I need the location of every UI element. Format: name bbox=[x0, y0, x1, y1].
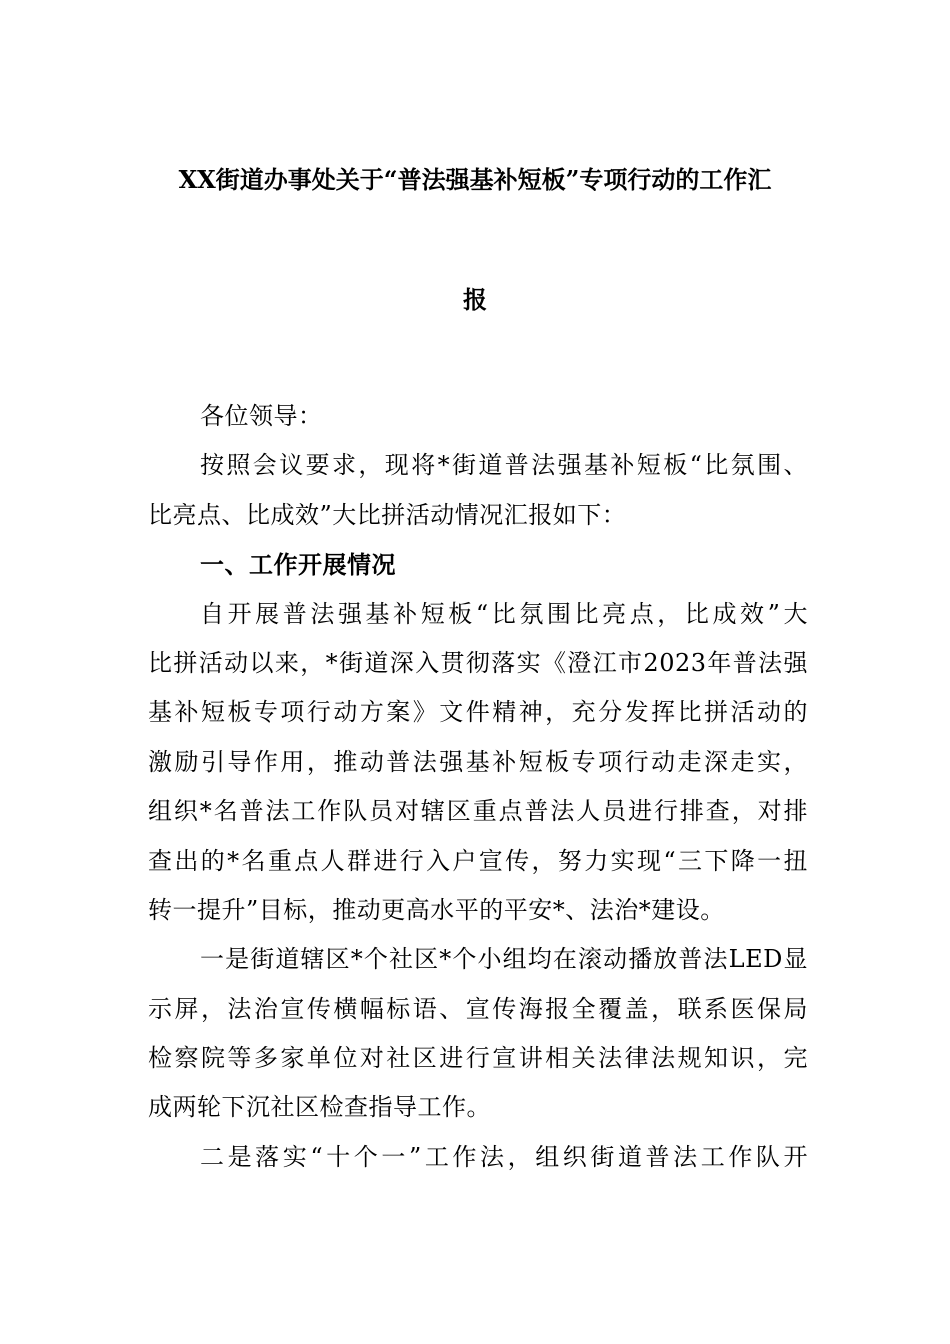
para1-line-3: 基补短板专项行动方案》文件精神，充分发挥比拼活动的 bbox=[148, 698, 808, 727]
salutation: 各位领导： bbox=[200, 402, 323, 430]
para1-line-5: 组织*名普法工作队员对辖区重点普法人员进行排查，对排 bbox=[148, 797, 808, 826]
para3-line-1: 二是落实“十个一”工作法，组织街道普法工作队开 bbox=[200, 1142, 808, 1171]
para1-line-4: 激励引导作用，推动普法强基补短板专项行动走深走实， bbox=[148, 747, 808, 776]
intro-line-2: 比亮点、比成效”大比拼活动情况汇报如下： bbox=[148, 500, 627, 529]
section-heading-1: 一、工作开展情况 bbox=[200, 550, 396, 580]
para1-line-7: 转一提升”目标，推动更高水平的平安*、法治*建设。 bbox=[148, 895, 725, 924]
intro-line-1: 按照会议要求，现将*街道普法强基补短板“比氛围、 bbox=[200, 451, 808, 480]
document-title-line2: 报 bbox=[463, 285, 487, 314]
para2-line-3: 检察院等多家单位对社区进行宣讲相关法律法规知识，完 bbox=[148, 1044, 808, 1073]
para2-line-1: 一是街道辖区*个社区*个小组均在滚动播放普法LED显 bbox=[200, 945, 808, 974]
para2-line-4: 成两轮下沉社区检查指导工作。 bbox=[148, 1093, 491, 1122]
para2-line-2: 示屏，法治宣传横幅标语、宣传海报全覆盖，联系医保局 bbox=[148, 994, 808, 1023]
document-title-line1: XX街道办事处关于“普法强基补短板”专项行动的工作汇 bbox=[178, 165, 772, 194]
para1-line-1: 自开展普法强基补短板“比氛围比亮点，比成效”大 bbox=[200, 599, 808, 628]
para1-line-2: 比拼活动以来，*街道深入贯彻落实《澄江市2023年普法强 bbox=[148, 648, 808, 677]
para1-line-6: 查出的*名重点人群进行入户宣传，努力实现“三下降一扭 bbox=[148, 846, 808, 875]
document-body bbox=[148, 392, 808, 1182]
